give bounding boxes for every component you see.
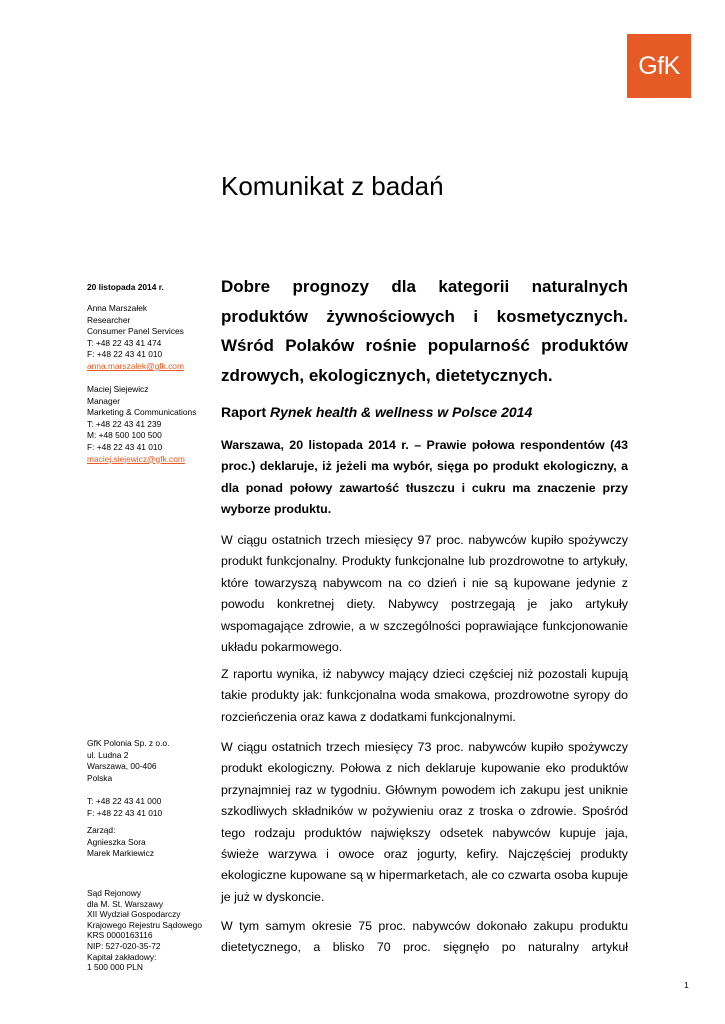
date-text: 20 listopada 2014 r. [87, 282, 164, 292]
release-date [87, 282, 217, 294]
company-fax: F: +48 22 43 41 010 [87, 807, 163, 818]
court-line: XII Wydział Gospodarczy [87, 909, 181, 920]
company-street: ul. Ludna 2 [87, 749, 129, 760]
contact-mobile: M: +48 500 100 500 [87, 430, 162, 441]
company-city: Warszawa, 00-406 [87, 761, 157, 772]
contact-role: Researcher [87, 314, 131, 325]
headline: Dobre prognozy dla kategorii naturalnych produktów żywnościowych i kosmetycznych. Wśród Polaków rośnie popularność produktów zdrowych, ekologicznych, dietetycznych. [221, 277, 628, 385]
company-country: Polska [87, 772, 113, 783]
capital-value: 1 500 000 PLN [87, 962, 143, 973]
body-paragraph: W tym samym okresie 75 proc. nabywców dokonało zakupu produktu dietetycznego, a blisko 70 proc. sięgnęło po naturalny artykuł [221, 919, 628, 955]
company-name: GfK Polonia Sp. z o.o. [87, 738, 170, 748]
capital-label: Kapitał zakładowy: [87, 951, 157, 962]
contact-department: Consumer Panel Services [87, 326, 184, 337]
board-member: Agnieszka Sora [87, 836, 146, 847]
lead-paragraph: Warszawa, 20 listopada 2014 r. – Prawie połowa respondentów (43 proc.) deklaruje, iż jeżeli ma wybór, sięga po produkt ekologiczny, a dla ponad połowy zawartość tłuszczu i cukru ma znaczenie przy wyborze produktu. [221, 438, 628, 516]
gfk-logo [627, 34, 691, 98]
board-member: Marek Markiewicz [87, 848, 155, 859]
report-title [221, 402, 628, 422]
board-label: Zarząd: [87, 825, 116, 835]
contact-fax: F: +48 22 43 41 010 [87, 441, 163, 452]
body-paragraph: W ciągu ostatnich trzech miesięcy 97 proc. nabywców kupiło spożywczy produkt funkcjonalny. Produkty funkcjonalne lub prozdrowotne to artykuły, które towarzyszą nabywcom na co dzień i nie są kupowane jedynie z powodu konkretnej diety. Nabywcy postrzegają je jako artykuły wspomagające zdrowie, a w szczególności poprawiające funkcjonowanie układu pokarmowego. [221, 533, 628, 655]
contact-email-link[interactable]: maciej.siejewicz@gfk.com [87, 453, 185, 464]
court-line: dla M. St. Warszawy [87, 898, 164, 909]
contact-phone: T: +48 22 43 41 474 [87, 337, 162, 348]
contact-email-link[interactable]: anna.marszalek@gfk.com [87, 360, 184, 371]
report-name: Rynek health & wellness w Polsce 2014 [270, 404, 533, 420]
company-address [87, 738, 222, 819]
contact-name: Maciej Siejewicz [87, 384, 149, 394]
contact-role: Manager [87, 395, 121, 406]
krs-number: KRS 0000163116 [87, 930, 153, 941]
contact-department: Marketing & Communications [87, 407, 197, 418]
contact-fax: F: +48 22 43 41 010 [87, 349, 163, 360]
court-registration [87, 888, 222, 973]
report-prefix: Raport [221, 404, 270, 420]
company-phone: T: +48 22 43 41 000 [87, 795, 162, 806]
court-line: Sąd Rejonowy [87, 888, 142, 898]
body-paragraph: Z raportu wynika, iż nabywcy mający dzieci częściej niż pozostali kupują takie produkty jak: funkcjonalna woda smakowa, prozdrowotne syropy do rozcieńczenia oraz kawa z dodatkami funkcjonalnymi. [221, 667, 628, 724]
nip-number: NIP: 527-020-35-72 [87, 940, 161, 951]
gfk-logo-text: GfK [638, 51, 680, 80]
document-title: Komunikat z badań [221, 171, 444, 201]
contact-name: Anna Marszałek [87, 303, 148, 313]
contact-block-2 [87, 384, 217, 465]
court-line: Krajowego Rejestru Sądowego [87, 919, 202, 930]
management-board [87, 825, 222, 860]
contact-block-1 [87, 303, 217, 373]
page-number: 1 [684, 980, 689, 990]
body-paragraph: W ciągu ostatnich trzech miesięcy 73 proc. nabywców kupiło spożywczy produkt ekologiczny. Połowa z nich deklaruje kupowanie eko produktów przynajmniej raz w tygodniu. Głównym powodem ich zakupu jest uniknie szkodliwych składników w pożywieniu oraz z troska o zdrowie. Spośród tego rodzaju produktów największy odsetek nabywców kupuje jaja, świeże warzywa i owoce oraz jogurty, kefiry. Najczęściej produkty ekologiczne kupowane są w hipermarketach, ale co czwarta osoba kupuje je już w dyskoncie. [221, 740, 628, 904]
contact-phone: T: +48 22 43 41 239 [87, 418, 162, 429]
